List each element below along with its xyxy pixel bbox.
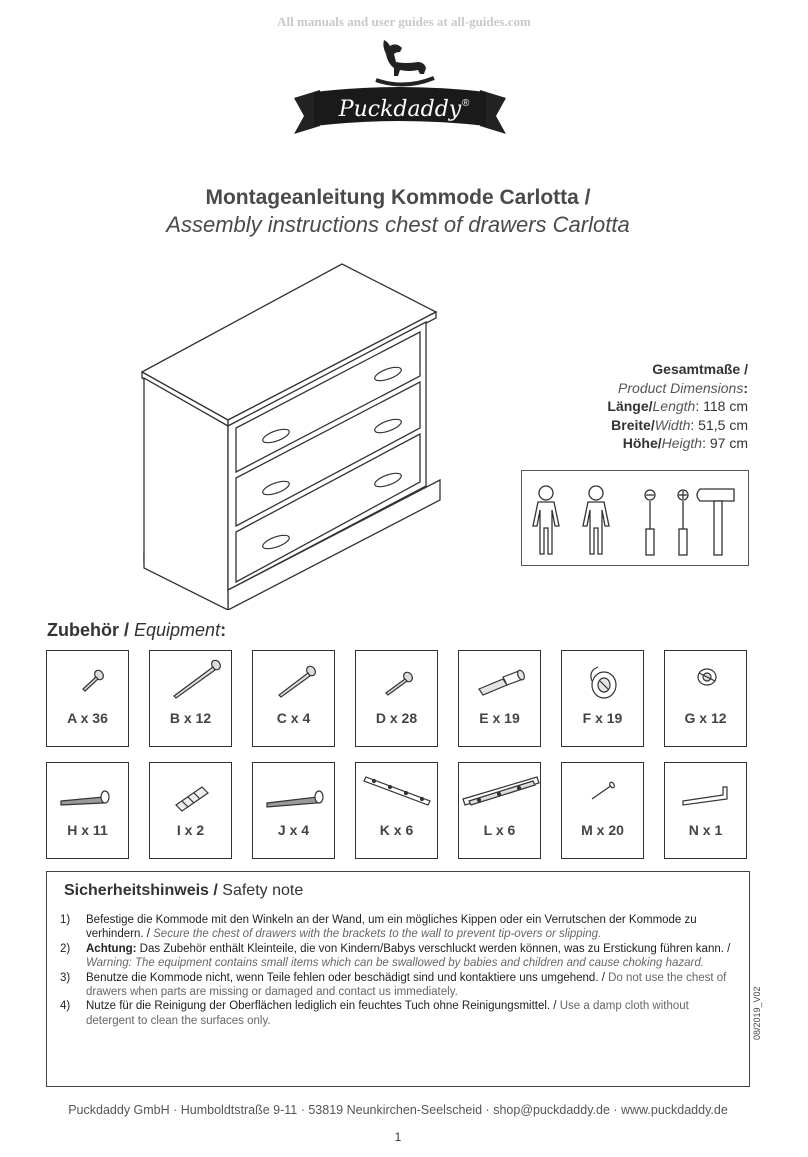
- logo-registered: ®: [462, 98, 470, 109]
- part-label: J x 4: [277, 822, 310, 838]
- flat-screwdriver-icon: [645, 490, 655, 555]
- length-label-de: Länge/: [607, 398, 653, 414]
- part-label: L x 6: [483, 822, 516, 838]
- nail-icon: [562, 763, 645, 823]
- part-cell-m: [561, 762, 644, 859]
- safety-item-number: 2): [60, 942, 71, 955]
- part-cell-l: [458, 762, 541, 859]
- short-screw-icon: [356, 651, 439, 711]
- safety-item-en: Secure the chest of drawers with the brackets to the wall to prevent tip-overs or slipping.: [153, 928, 602, 941]
- part-label: G x 12: [684, 710, 727, 726]
- height-value: : 97 cm: [702, 435, 748, 451]
- part-label: C x 4: [276, 710, 311, 726]
- part-cell-h: [46, 762, 129, 859]
- part-cell-d: [355, 650, 438, 747]
- product-dimensions: [607, 360, 748, 453]
- long-bolt-icon: [47, 763, 130, 823]
- safety-item: [60, 999, 735, 1028]
- dimensions-heading-de: Gesamtmaße /: [652, 361, 748, 377]
- required-tools-box: [521, 470, 749, 566]
- dimensions-colon: :: [743, 379, 748, 396]
- part-label: M x 20: [581, 822, 624, 838]
- length-value: : 118 cm: [695, 398, 748, 414]
- person-icon: [533, 486, 559, 554]
- safety-item-de: Nutze für die Reinigung der Oberflächen lediglich ein feuchtes Tuch ohne Reinigungsmittel. /: [86, 1000, 557, 1013]
- long-screw-icon: [150, 651, 233, 711]
- safety-note-box: [46, 871, 750, 1087]
- equipment-heading: [47, 620, 226, 641]
- safety-item-en: Do not use the chest of drawers when parts are missing or damaged and contact us immediately.: [86, 971, 727, 999]
- safety-item: [60, 971, 735, 1000]
- part-label: E x 19: [479, 710, 520, 726]
- phillips-screwdriver-icon: [678, 490, 688, 555]
- dimensions-heading-en: Product Dimensions: [618, 379, 744, 396]
- part-cell-b: [149, 650, 232, 747]
- safety-item-en: Use a damp cloth without detergent to clean the surfaces only.: [86, 1000, 689, 1027]
- person-icon: [583, 486, 609, 554]
- safety-item: [60, 913, 735, 942]
- safety-item-warning: Achtung:: [86, 942, 137, 955]
- equipment-heading-colon: :: [220, 620, 227, 640]
- equipment-heading-en: Equipment: [134, 620, 221, 640]
- part-label: B x 12: [169, 710, 212, 726]
- allen-key-icon: [665, 763, 748, 823]
- part-label: A x 36: [67, 710, 108, 726]
- small-screw-icon: [47, 651, 130, 711]
- logo-text: Puckdaddy: [338, 97, 462, 122]
- width-label-en: Width: [654, 416, 691, 433]
- part-cell-k: [355, 762, 438, 859]
- hammer-icon: [697, 489, 734, 555]
- height-label-de: Höhe/: [622, 435, 662, 451]
- part-cell-g: [664, 650, 747, 747]
- part-label: K x 6: [379, 822, 414, 838]
- safety-heading-en: Safety note: [222, 882, 304, 899]
- part-cell-f: [561, 650, 644, 747]
- safety-item-number: 4): [60, 1000, 71, 1013]
- safety-heading-de: Sicherheitshinweis /: [64, 882, 218, 899]
- safety-item: [60, 942, 735, 971]
- wall-plug-icon: [150, 763, 233, 823]
- long-bolt-icon: [253, 763, 336, 823]
- title-en: Assembly instructions chest of drawers Carlotta: [166, 212, 630, 237]
- length-label-en: Length: [652, 398, 696, 414]
- safety-item-number: 1): [60, 914, 71, 926]
- connector-bolt-icon: [459, 651, 542, 711]
- puckdaddy-logo: [290, 36, 510, 136]
- page-number: 1: [394, 1130, 402, 1144]
- version-label: 08/2019_V02: [752, 986, 762, 1040]
- part-cell-j: [252, 762, 335, 859]
- part-cell-i: [149, 762, 232, 859]
- part-cell-a: [46, 650, 129, 747]
- part-cell-c: [252, 650, 335, 747]
- safety-item-de: Befestige die Kommode mit den Winkeln an der Wand, um ein mögliches Kippen oder ein Verrutschen der Kommode zu verhindern. /: [86, 914, 697, 941]
- part-label: N x 1: [688, 822, 723, 838]
- bracket-rail-icon: [356, 763, 439, 823]
- drawer-slide-icon: [459, 763, 542, 823]
- cam-nut-icon: [665, 651, 748, 711]
- part-label: F x 19: [582, 710, 623, 726]
- part-label: D x 28: [375, 710, 418, 726]
- safety-item-de: Benutze die Kommode nicht, wenn Teile fehlen oder beschädigt sind und kontaktiere uns umgehend. /: [86, 971, 605, 984]
- safety-item-en: Warning: The equipment contains small items which can be swallowed by babies and children and cause choking hazard.: [86, 957, 704, 970]
- equipment-heading-de: Zubehör /: [47, 620, 129, 640]
- width-label-de: Breite/: [611, 416, 655, 433]
- safety-item-de: Das Zubehör enthält Kleinteile, die von Kindern/Babys verschluckt werden können, was zu Erstickung führen kann. /: [139, 942, 731, 955]
- part-cell-e: [458, 650, 541, 747]
- safety-list: [60, 913, 735, 1028]
- safety-item-number: 3): [60, 971, 71, 984]
- rocking-horse-icon: [376, 40, 434, 85]
- top-note: All manuals and user guides at all-guides.com: [277, 14, 531, 29]
- part-label: I x 2: [176, 822, 205, 838]
- height-label-en: Heigth: [661, 435, 703, 451]
- footer-address: Puckdaddy GmbH · Humboldtstraße 9-11 · 53819 Neunkirchen-Seelscheid · shop@puckdaddy.de · www.puckdaddy.de: [68, 1103, 728, 1117]
- medium-screw-icon: [253, 651, 336, 711]
- cam-lock-icon: [562, 651, 645, 711]
- width-value: : 51,5 cm: [690, 416, 748, 433]
- chest-of-drawers-illustration: [136, 260, 446, 610]
- title-de: Montageanleitung Kommode Carlotta /: [205, 186, 591, 209]
- safety-heading: [64, 882, 303, 900]
- part-cell-n: [664, 762, 747, 859]
- part-label: H x 11: [67, 822, 108, 838]
